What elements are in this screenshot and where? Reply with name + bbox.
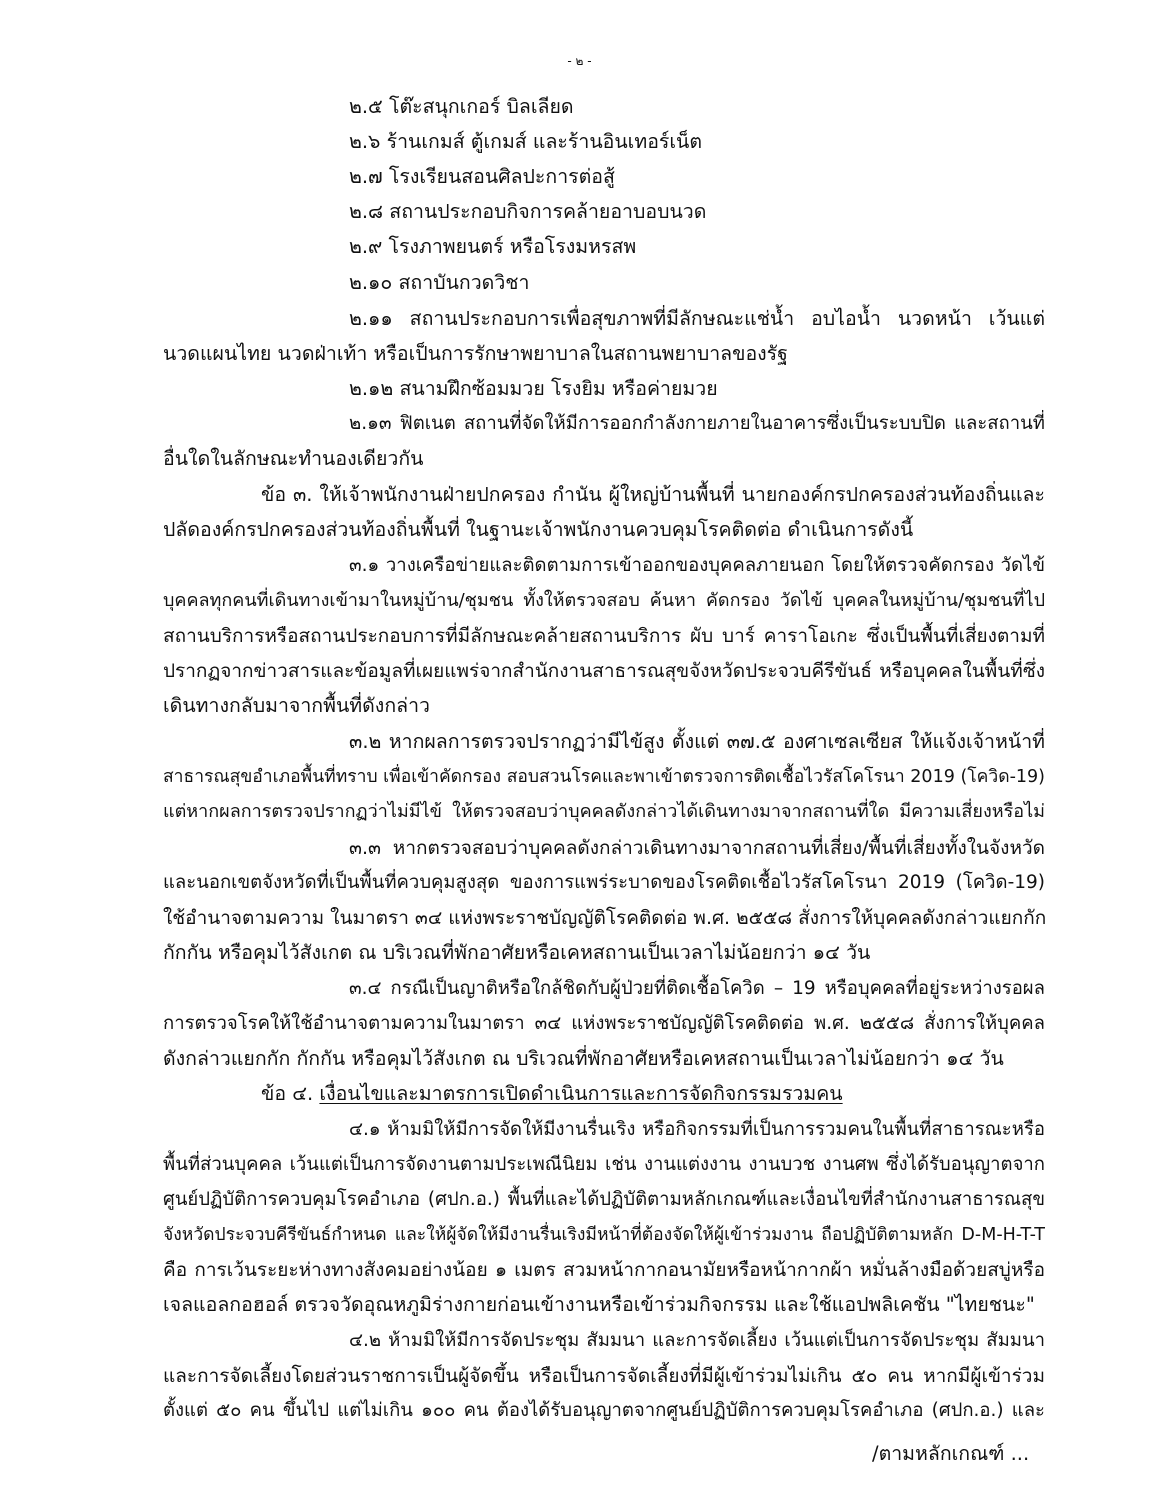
item-3-3-line2: และนอกเขตจังหวัดที่เป็นพื้นที่ควบคุมสูงสุด ของการแพร่ระบาดของโรคติดเชื้อไวรัสโคโรนา 2019 (โควิด-19) (163, 872, 1045, 893)
item-2-7: ๒.๗ โรงเรียนสอนศิลปะการต่อสู้ (349, 165, 615, 188)
item-2-11-line1: ๒.๑๑ สถานประกอบการเพื่อสุขภาพที่มีลักษณะแช่น้ำ อบไอน้ำ นวดหน้า เว้นแต่ (349, 307, 1045, 330)
item-2-11-line2: นวดแผนไทย นวดฝ่าเท้า หรือเป็นการรักษาพยาบาลในสถานพยาบาลของรัฐ (163, 342, 788, 365)
item-2-8: ๒.๘ สถานประกอบกิจการคล้ายอาบอบนวด (349, 200, 707, 223)
item-3-3-line1: ๓.๓ หากตรวจสอบว่าบุคคลดังกล่าวเดินทางมาจากสถานที่เสี่ยง/พื้นที่เสี่ยงทั้งในจังหวัด (349, 837, 1045, 859)
item-3-1-line3: สถานบริการหรือสถานประกอบการที่มีลักษณะคล้ายสถานบริการ ผับ บาร์ คาราโอเกะ ซึ่งเป็นพื้นที่เสี่ยงตามที่ (163, 625, 1045, 647)
item-4-1-line3: ศูนย์ปฏิบัติการควบคุมโรคอำเภอ (ศปก.อ.) พื้นที่และได้ปฏิบัติตามหลักเกณฑ์และเงื่อนไขที่สำนักงานสาธารณสุข (163, 1189, 1045, 1210)
item-3-4-line3: ดังกล่าวแยกกัก กักกัน หรือคุมไว้สังเกต ณ บริเวณที่พักอาศัยหรือเคหสถานเป็นเวลาไม่น้อยกว่า ๑๔ วัน (163, 1047, 1004, 1070)
continuation-note: /ตามหลักเกณฑ์ ... (872, 1442, 1030, 1465)
item-3-1-line2: บุคคลทุกคนที่เดินทางเข้ามาในหมู่บ้าน/ชุมชน ทั้งให้ตรวจสอบ ค้นหา คัดกรอง วัดไข้ บุคคลในหมู่บ้าน/ชุมชนที่ไป (163, 590, 1045, 611)
item-2-13-line2: อื่นใดในลักษณะทำนองเดียวกัน (163, 447, 424, 470)
item-3-2-line3: แต่หากผลการตรวจปรากฏว่าไม่มีไข้ ให้ตรวจสอบว่าบุคคลดังกล่าวได้เดินทางมาจากสถานที่ใด มีความเสี่ยงหรือไม่ (163, 801, 1045, 822)
page-number: - ๒ - (567, 54, 592, 68)
item-2-13-line1: ๒.๑๓ ฟิตเนต สถานที่จัดให้มีการออกกำลังกายภายในอาคารซึ่งเป็นระบบปิด และสถานที่ (349, 413, 1045, 434)
item-4-1-line6: เจลแอลกอฮอล์ ตรวจวัดอุณหภูมิร่างกายก่อนเข้างานหรือเข้าร่วมกิจกรรม และใช้แอปพลิเคชัน "ไทยชนะ" (163, 1293, 1035, 1316)
item-4-1-line4: จังหวัดประจวบคีรีขันธ์กำหนด และให้ผู้จัดให้มีงานรื่นเริงมีหน้าที่ต้องจัดให้ผู้เข้าร่วมงาน ถือปฏิบัติตามหลัก D-M-H-T-T (163, 1225, 1045, 1245)
item-3-3-line4: กักกัน หรือคุมไว้สังเกต ณ บริเวณที่พักอาศัยหรือเคหสถานเป็นเวลาไม่น้อยกว่า ๑๔ วัน (163, 941, 871, 964)
clause-4-title: เงื่อนไขและมาตรการเปิดดำเนินการและการจัดกิจกรรมรวมคน (319, 1082, 843, 1105)
item-3-4-line1: ๓.๔ กรณีเป็นญาติหรือใกล้ชิดกับผู้ป่วยที่ติดเชื้อโควิด – 19 หรือบุคคลที่อยู่ระหว่างรอผล (349, 978, 1045, 999)
clause-3-line2: ปลัดองค์กรปกครองส่วนท้องถิ่นพื้นที่ ในฐานะเจ้าพนักงานควบคุมโรคติดต่อ ดำเนินการดังนี้ (163, 518, 914, 541)
clause-4-heading (261, 1081, 843, 1107)
item-4-2-line1: ๔.๒ ห้ามมิให้มีการจัดประชุม สัมมนา และการจัดเลี้ยง เว้นแต่เป็นการจัดประชุม สัมมนา (349, 1330, 1045, 1351)
clause-3-line1: ข้อ ๓. ให้เจ้าพนักงานฝ่ายปกครอง กำนัน ผู้ใหญ่บ้านพื้นที่ นายกองค์กรปกครองส่วนท้องถิ่นและ (261, 483, 1045, 506)
item-3-4-line2: การตรวจโรคให้ใช้อำนาจตามความในมาตรา ๓๔ แห่งพระราชบัญญัติโรคติดต่อ พ.ศ. ๒๕๕๘ สั่งการให้บุคคล (163, 1013, 1045, 1034)
clause-4-prefix: ข้อ ๔. (261, 1082, 314, 1105)
item-3-1-line1: ๓.๑ วางเครือข่ายและติดตามการเข้าออกของบุคคลภายนอก โดยให้ตรวจคัดกรอง วัดไข้ (349, 555, 1045, 576)
item-4-1-line2: พื้นที่ส่วนบุคคล เว้นแต่เป็นการจัดงานตามประเพณีนิยม เช่น งานแต่งงาน งานบวช งานศพ ซึ่งได้รับอนุญาตจาก (163, 1154, 1045, 1175)
item-4-1-line1: ๔.๑ ห้ามมิให้มีการจัดให้มีงานรื่นเริง หรือกิจกรรมที่เป็นการรวมคนในพื้นที่สาธารณะหรือ (349, 1119, 1045, 1140)
item-4-1-line5: คือ การเว้นระยะห่างทางสังคมอย่างน้อย ๑ เมตร สวมหน้ากากอนามัยหรือหน้ากากผ้า หมั่นล้างมือด้วยสบู่หรือ (163, 1259, 1045, 1281)
item-2-9: ๒.๙ โรงภาพยนตร์ หรือโรงมหรสพ (349, 235, 637, 258)
item-3-2-line2: สาธารณสุขอำเภอพื้นที่ทราบ เพื่อเข้าคัดกรอง สอบสวนโรคและพาเข้าตรวจการติดเชื้อไวรัสโคโรนา 2019 (โควิด-19) (163, 767, 1045, 787)
item-3-3-line3: ใช้อำนาจตามความ ในมาตรา ๓๔ แห่งพระราชบัญญัติโรคติดต่อ พ.ศ. ๒๕๕๘ สั่งการให้บุคคลดังกล่าวแยกกัก (163, 907, 1047, 929)
item-3-2-line1: ๓.๒ หากผลการตรวจปรากฏว่ามีไข้สูง ตั้งแต่ ๓๗.๕ องศาเซลเซียส ให้แจ้งเจ้าหน้าที่ (349, 730, 1045, 753)
item-2-12: ๒.๑๒ สนามฝึกซ้อมมวย โรงยิม หรือค่ายมวย (349, 377, 718, 400)
item-3-1-line4: ปรากฏจากข่าวสารและข้อมูลที่เผยแพร่จากสำนักงานสาธารณสุขจังหวัดประจวบคีรีขันธ์ หรือบุคคลในพื้นที่ซึ่ง (163, 660, 1045, 682)
item-2-5: ๒.๕ โต๊ะสนุกเกอร์ บิลเลียด (349, 95, 574, 118)
item-2-6: ๒.๖ ร้านเกมส์ ตู้เกมส์ และร้านอินเทอร์เน็ต (349, 130, 703, 153)
item-3-1-line5: เดินทางกลับมาจากพื้นที่ดังกล่าว (163, 694, 430, 717)
item-4-2-line3: ตั้งแต่ ๕๐ คน ขึ้นไป แต่ไม่เกิน ๑๐๐ คน ต้องได้รับอนุญาตจากศูนย์ปฏิบัติการควบคุมโรคอำเภอ (ศปก.อ.) และ (163, 1400, 1045, 1421)
item-4-2-line2: และการจัดเลี้ยงโดยส่วนราชการเป็นผู้จัดขึ้น หรือเป็นการจัดเลี้ยงที่มีผู้เข้าร่วมไม่เกิน ๕๐ คน หากมีผู้เข้าร่วม (163, 1365, 1045, 1387)
item-2-10: ๒.๑๐ สถาบันกวดวิชา (349, 271, 530, 294)
